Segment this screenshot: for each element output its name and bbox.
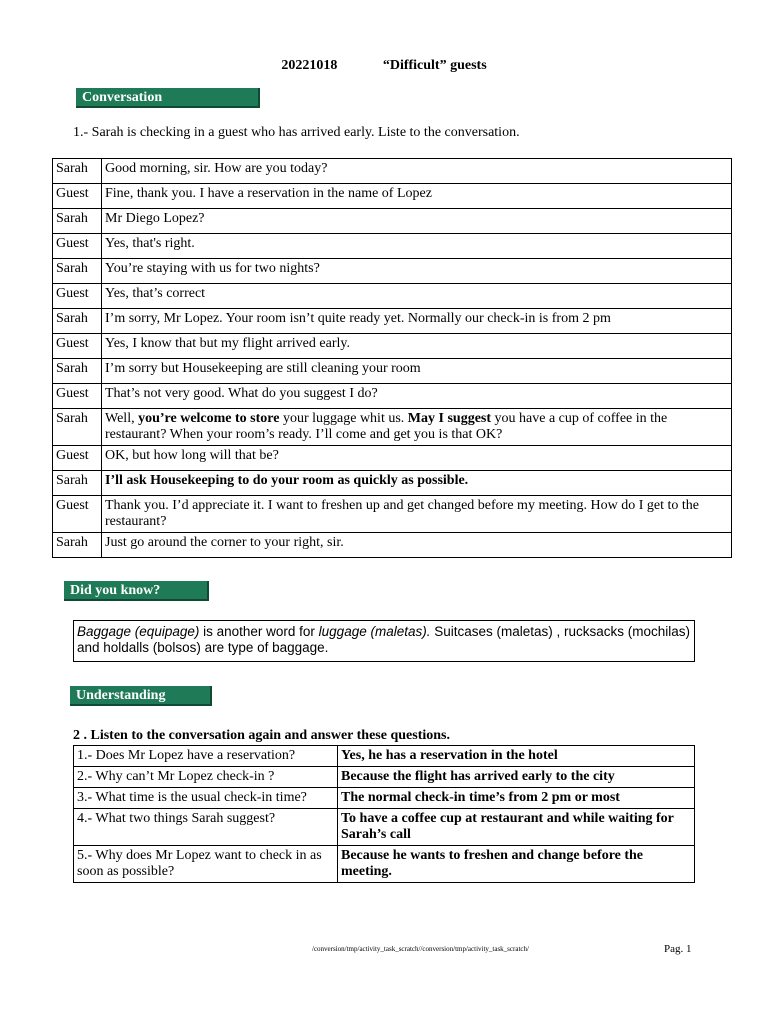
did-you-know-fragment: luggage (maletas).: [318, 624, 431, 639]
line-cell: Mr Diego Lopez?: [102, 209, 732, 234]
dialogue-row: [53, 209, 732, 234]
line-cell: You’re staying with us for two nights?: [102, 259, 732, 284]
dialogue-row: [53, 284, 732, 309]
dialogue-row: [53, 309, 732, 334]
document-date: 20221018: [281, 58, 338, 73]
dialogue-row: [53, 409, 732, 446]
dialogue-row: [53, 533, 732, 558]
did-you-know-fragment: Baggage (equipage): [77, 624, 200, 639]
dialogue-row: [53, 446, 732, 471]
speaker-cell: Guest: [53, 496, 102, 533]
line-cell: Yes, that’s correct: [102, 284, 732, 309]
answer-cell: The normal check-in time’s from 2 pm or most: [338, 788, 695, 809]
dialogue-row: [53, 359, 732, 384]
speaker-cell: Sarah: [53, 159, 102, 184]
line-cell: I’m sorry but Housekeeping are still cleaning your room: [102, 359, 732, 384]
speaker-cell: Sarah: [53, 409, 102, 446]
answer-cell: Yes, he has a reservation in the hotel: [338, 746, 695, 767]
answer-cell: To have a coffee cup at restaurant and while waiting for Sarah’s call: [338, 809, 695, 846]
dialogue-table: [52, 158, 732, 558]
question-cell: 5.- Why does Mr Lopez want to check in as soon as possible?: [74, 846, 338, 883]
section-badge-did-you-know: Did you know?: [64, 581, 209, 601]
line-cell: Good morning, sir. How are you today?: [102, 159, 732, 184]
line-cell: I’m sorry, Mr Lopez. Your room isn’t quite ready yet. Normally our check-in is from 2 pm: [102, 309, 732, 334]
line-fragment: you have a cup of coffee in the restaurant? When your room’s ready. I’ll come and get you is that OK?: [105, 411, 668, 442]
speaker-cell: Guest: [53, 446, 102, 471]
speaker-cell: Sarah: [53, 359, 102, 384]
exercise-1-instruction: 1.- Sarah is checking in a guest who has arrived early. Liste to the conversation.: [73, 125, 520, 140]
dialogue-row: [53, 259, 732, 284]
question-cell: 2.- Why can’t Mr Lopez check-in ?: [74, 767, 338, 788]
question-cell: 3.- What time is the usual check-in time?: [74, 788, 338, 809]
dialogue-row: [53, 471, 732, 496]
line-cell: Thank you. I’d appreciate it. I want to freshen up and get changed before my meeting. How do I get to the restaurant?: [102, 496, 732, 533]
speaker-cell: Sarah: [53, 471, 102, 496]
section-badge-conversation: Conversation: [76, 88, 260, 108]
question-cell: 1.- Does Mr Lopez have a reservation?: [74, 746, 338, 767]
speaker-cell: Guest: [53, 234, 102, 259]
line-cell: Yes, I know that but my flight arrived early.: [102, 334, 732, 359]
line-cell: I’ll ask Housekeeping to do your room as quickly as possible.: [102, 471, 732, 496]
footer-file-path: /conversion/tmp/activity_task_scratch//conversion/tmp/activity_task_scratch/: [312, 945, 529, 953]
page-number: Pag. 1: [664, 943, 692, 955]
answer-cell: Because the flight has arrived early to the city: [338, 767, 695, 788]
question-cell: 4.- What two things Sarah suggest?: [74, 809, 338, 846]
dialogue-row: [53, 184, 732, 209]
question-row: [74, 809, 695, 846]
dialogue-row: [53, 384, 732, 409]
question-row: [74, 788, 695, 809]
speaker-cell: Guest: [53, 334, 102, 359]
line-cell: Fine, thank you. I have a reservation in the name of Lopez: [102, 184, 732, 209]
page-title: [0, 58, 768, 74]
dialogue-row: [53, 496, 732, 533]
questions-table: [73, 745, 695, 883]
line-cell: OK, but how long will that be?: [102, 446, 732, 471]
line-cell: That’s not very good. What do you suggest I do?: [102, 384, 732, 409]
question-row: [74, 767, 695, 788]
speaker-cell: Guest: [53, 184, 102, 209]
did-you-know-box: [73, 620, 695, 662]
speaker-cell: Sarah: [53, 259, 102, 284]
line-fragment: Well,: [105, 411, 139, 426]
exercise-2-heading: 2 . Listen to the conversation again and answer these questions.: [73, 728, 450, 743]
document-title: “Difficult” guests: [382, 58, 487, 73]
did-you-know-fragment: Suitcases (maletas) , rucksacks (mochilas) and holdalls (bolsos) are type of baggage.: [77, 624, 691, 655]
line-fragment: you’re welcome to store: [138, 411, 280, 426]
line-cell: Yes, that's right.: [102, 234, 732, 259]
question-row: [74, 746, 695, 767]
speaker-cell: Sarah: [53, 309, 102, 334]
speaker-cell: Sarah: [53, 209, 102, 234]
speaker-cell: Guest: [53, 284, 102, 309]
dialogue-row: [53, 234, 732, 259]
dialogue-row: [53, 159, 732, 184]
line-cell: [102, 409, 732, 446]
did-you-know-fragment: is another word for: [199, 624, 319, 639]
line-cell: Just go around the corner to your right, sir.: [102, 533, 732, 558]
speaker-cell: Guest: [53, 384, 102, 409]
speaker-cell: Sarah: [53, 533, 102, 558]
dialogue-row: [53, 334, 732, 359]
line-fragment: May I suggest: [407, 411, 492, 426]
section-badge-understanding: Understanding: [70, 686, 212, 706]
answer-cell: Because he wants to freshen and change before the meeting.: [338, 846, 695, 883]
question-row: [74, 846, 695, 883]
line-fragment: your luggage whit us.: [279, 411, 408, 426]
